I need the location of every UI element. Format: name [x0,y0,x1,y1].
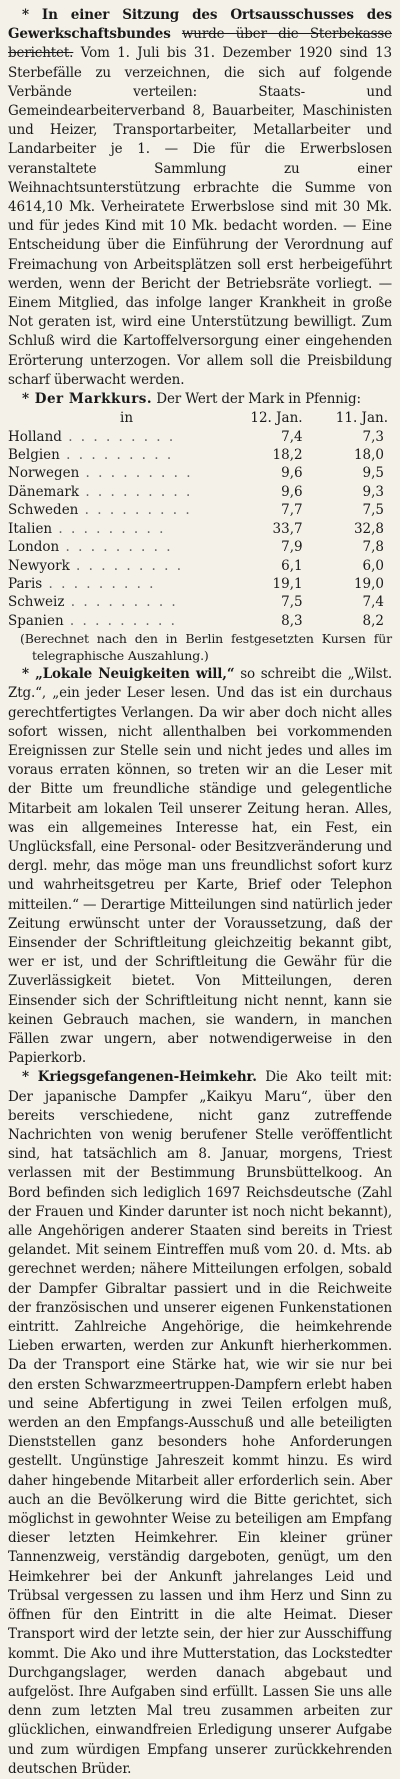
country-label: Spanien [8,612,64,629]
country-name [8,538,221,556]
table-row [8,483,392,501]
leader-dots: . . . . . . . . . [42,575,156,592]
leader-dots: . . . . . . . . . [59,447,174,464]
rate-11-jan: 32,8 [353,520,384,537]
table-header-row [8,409,392,427]
rate-12-jan: 7,4 [281,428,303,445]
country-name [8,483,221,501]
rate-11-jan: 9,5 [362,465,384,482]
leader-dots: . . . . . . . . . [61,428,176,445]
rate-11-jan: 7,8 [362,539,384,556]
exchange-rate-table [8,409,392,630]
rate-12-jan: 7,7 [281,502,303,519]
article-body: Vom 1. Juli bis 31. Dezember 1920 sind 13 Sterbefälle zu verzeichnen, die sich auf folgende Verbände verteilen: Staats- und Gemeindearbeiterverband 8, Bauarbeiter, Maschinisten und Heizer, Transportarbeiter, Metallarbeiter und Landarbeiter je 1. — Die für die Erwerbslosen veranstaltete Sammlung zu einer Weihnachtsunterstützung erbrachte die Summe von 4614,10 Mk. Verheiratete Erwerbslose sind mit 30 Mk. und für jedes Kind mit 10 Mk. bedacht worden. — Eine Entscheidung über die Einführung der Verordnung auf Freimachung von Arbeitsplätzen soll erst herbeigeführt werden, wenn der Bericht der Betriebsräte vorliegt. — Einem Mitglied, das infolge langer Krankheit in große Not geraten ist, wird eine Unterstützung bewilligt. Zum Schluß wird die Kartoffelversorgung einer eingehenden Erörterung unterzogen. Vor allem soll die Preisbildung scharf überwacht werden. [8,45,392,388]
leader-dots: . . . . . . . . . [79,465,193,482]
table-row [8,428,392,446]
country-label: Holland [8,428,62,445]
rate-11-jan: 8,2 [362,612,384,629]
markkurs-note: (Berechnet nach den in Berlin festgesetzten Kursen für telegraphische Auszahlung.) [20,631,392,663]
country-name [8,612,221,630]
table-row [8,464,392,482]
country-label: Paris [8,575,43,592]
country-name [8,464,221,482]
country-label: Dänemark [8,483,80,500]
table-row [8,612,392,630]
leader-dots: . . . . . . . . . [63,612,177,629]
rate-12-jan: 18,2 [272,447,303,464]
rate-11-jan: 18,0 [353,447,384,464]
column-header-11-jan: 11. Jan. [335,410,388,427]
country-name [8,446,221,464]
table-body [8,428,392,630]
country-name [8,557,221,575]
rate-12-jan: 9,6 [281,465,303,482]
rate-12-jan: 33,7 [272,520,303,537]
country-name [8,520,221,538]
rate-12-jan: 8,3 [281,612,303,629]
table-row [8,593,392,611]
leader-dots: . . . . . . . . . [59,539,173,556]
country-label: Italien [8,520,53,537]
rate-11-jan: 7,5 [362,502,384,519]
leader-dots: . . . . . . . . . [64,594,178,611]
column-header-12-jan: 12. Jan. [250,410,303,427]
leader-dots: . . . . . . . . . [52,520,166,537]
article-kriegsgefangenen-heimkehr [8,1068,392,1779]
markkurs-heading: * Der Markkurs. [22,391,153,408]
rate-12-jan: 7,5 [281,594,303,611]
article-lokale-neuigkeiten [8,665,392,1068]
article-heading: * Kriegsgefangenen-Heimkehr. [22,1069,257,1086]
rate-11-jan: 7,4 [362,594,384,611]
table-row [8,557,392,575]
markkurs-intro-text: Der Wert der Mark in Pfennig: [156,391,361,408]
markkurs-intro [8,390,392,409]
table-row [8,575,392,593]
article-heading: * In einer Sitzung des Ortsausschusses des Gewerkschaftsbundes [8,7,392,43]
rate-12-jan: 6,1 [281,557,303,574]
table-row [8,538,392,556]
country-name [8,575,221,593]
struck-text: wurde über die Sterbekasse berichtet. [8,26,392,62]
article-body: so schreibt die „Wilst. Ztg.“, „ein jeder Leser lesen. Und das ist ein durchaus gerechtfertigtes Verlangen. Da wir aber doch nicht alles sofort wissen, nicht allenthalben bei vorkommenden Ereignissen zur Stelle sein und nicht jedes und alles im voraus erraten können, so treten wir an die Leser mit der Bitte um freundliche ständige und gelegentliche Mitarbeit am lokalen Teil unserer Zeitung heran. Alles, was ein allgemeines Interesse hat, ein Fest, ein Unglücksfall, eine Personal- oder Besitzveränderung und dergl. mehr, das möge man uns freundlichst sofort kurz und wahrheitsgetreu per Karte, Brief oder Telephon mitteilen.“ — Derartige Mitteilungen sind natürlich jeder Zeitung erwünscht unter der Voraussetzung, daß der Einsender der Schriftleitung gleichzeitig bekannt gibt, wer er ist, und der Schriftleitung die Gewähr für die Zuverlässigkeit bietet. Von Mitteilungen, deren Einsender sich der Schriftleitung nicht nennt, kann sie keinen Gebrauch machen, sie wandern, in manchen Fällen zwar ungern, aber notwendigerweise in den Papierkorb. [8,666,392,1067]
rate-11-jan: 6,0 [362,557,384,574]
country-label: Schweden [8,502,79,519]
table-row [8,501,392,519]
country-name [8,593,221,611]
rate-12-jan: 7,9 [281,539,303,556]
rate-11-jan: 9,3 [362,483,384,500]
country-label: Schweiz [8,594,65,611]
leader-dots: . . . . . . . . . [78,502,192,519]
country-label: Belgien [8,447,60,464]
column-header-in: in [120,410,134,427]
table-row [8,520,392,538]
article-body: Die Ako teilt mit: Der japanische Dampfer „Kaikyu Maru“, über den bereits verschiedene, nicht ganz zutreffende Nachrichten von wenig berufener Stelle veröffentlicht sind, hat tatsächlich am 8. Januar, morgens, Triest verlassen mit der Bestimmung Brunsbüttelkoog. An Bord befinden sich lediglich 1697 Reichsdeutsche (Zahl der Frauen und Kinder darunter ist noch nicht bekannt), alle Angehörigen anderer Staaten sind bereits in Triest gelandet. Mit seinem Eintreffen muß vom 20. d. Mts. ab gerechnet werden; nähere Mitteilungen erfolgen, sobald der Dampfer Gibraltar passiert und in die Reichweite der französischen und unserer eigenen Funkenstationen eintritt. Zahlreiche Angehörige, die heimkehrende Lieben erwarten, werden zur Ankunft hierherkommen. Da der Transport eine Stärke hat, wie wir sie nur bei den ersten Schwarzmeertruppen-Dampfern erlebt haben und seine Abfertigung in zwei Teilen erfolgen muß, werden an den Empfangs-Ausschuß und alle beteiligten Dienststellen ganz besonders hohe Anforderungen gestellt. Ungünstige Jahreszeit kommt hinzu. Es wird daher hingebende Mitarbeit aller erforderlich sein. Aber auch an die Bevölkerung wird die Bitte gerichtet, sich möglichst in gewohnter Weise zu beteiligen am Empfang dieser letzten Heimkehrer. Ein kleiner grüner Tannenzweig, verständig dargeboten, genügt, um den Heimkehrer bei der Ankunft jahrelanges Leid und Trübsal vergessen zu lassen und ihm Herz und Sinn zu öffnen für den Eintritt in die alte Heimat. Dieser Transport wird der letzte sein, der hier zur Ausschiffung kommt. Die Ako und ihre Mutterstation, das Lockstedter Durchgangslager, werden danach abgebaut und aufgelöst. Ihre Aufgaben sind erfüllt. Lassen Sie uns alle denn zum letzten Mal treu zusammen arbeiten zur glücklichen, einwandfreien Erledigung unserer Aufgabe und zum würdigen Empfang unserer zurückkehrenden deutschen Brüder. [8,1069,392,1777]
rate-11-jan: 7,3 [362,428,384,445]
country-label: Norwegen [8,465,80,482]
rate-12-jan: 9,6 [281,483,303,500]
table-row [8,446,392,464]
country-name [8,501,221,519]
leader-dots: . . . . . . . . . [69,557,183,574]
rate-12-jan: 19,1 [272,575,303,592]
country-label: London [8,539,60,556]
article-gewerkschaftsbund [8,6,392,390]
leader-dots: . . . . . . . . . [79,483,193,500]
country-label: Newyork [8,557,70,574]
article-heading: * „Lokale Neuigkeiten will,“ [22,666,235,683]
rate-11-jan: 19,0 [353,575,384,592]
country-name [8,428,221,446]
